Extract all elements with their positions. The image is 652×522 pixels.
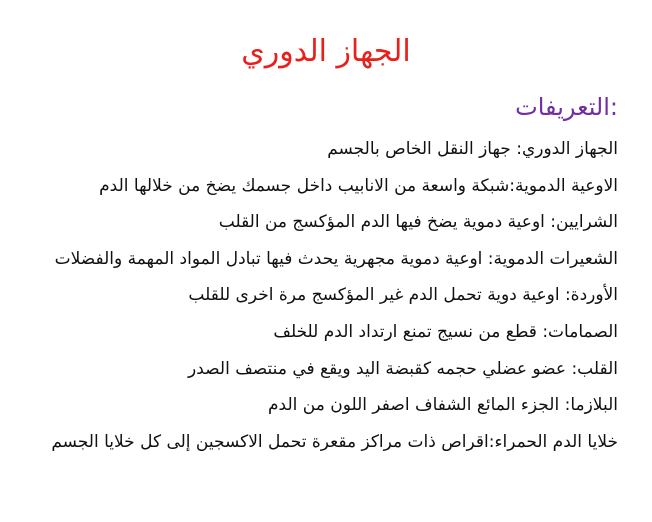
section-heading: :التعريفات [515, 93, 618, 121]
definition-item: الأوردة: اوعية دوية تحمل الدم غير المؤكسج مرة اخرى للقلب [188, 285, 618, 306]
page-title: الجهاز الدوري [241, 34, 411, 69]
definition-item: خلايا الدم الحمراء:اقراص ذات مراكز مقعرة تحمل الاكسجين إلى كل خلايا الجسم [51, 431, 618, 452]
definition-item: الشرايين: اوعية دموية يضخ فيها الدم المؤكسج من القلب [218, 212, 618, 233]
definition-item: الجهاز الدوري: جهاز النقل الخاص بالجسم [327, 139, 618, 159]
definition-item: البلازما: الجزء المائع الشفاف اصفر اللون من الدم [268, 395, 618, 416]
definition-item: الصمامات: قطع من نسيج تمنع ارتداد الدم للخلف [273, 321, 618, 342]
definition-item: الاوعية الدموية:شبكة واسعة من الانابيب داخل جسمك يضخ من خلالها الدم [99, 175, 618, 196]
definition-item: الشعيرات الدموية: اوعية دموية مجهرية يحدث فيها تبادل المواد المهمة والفضلات [54, 248, 618, 269]
definition-item: القلب: عضو عضلي حجمه كقبضة اليد ويقع في منتصف الصدر [188, 358, 618, 379]
definitions-list [28, 136, 618, 455]
